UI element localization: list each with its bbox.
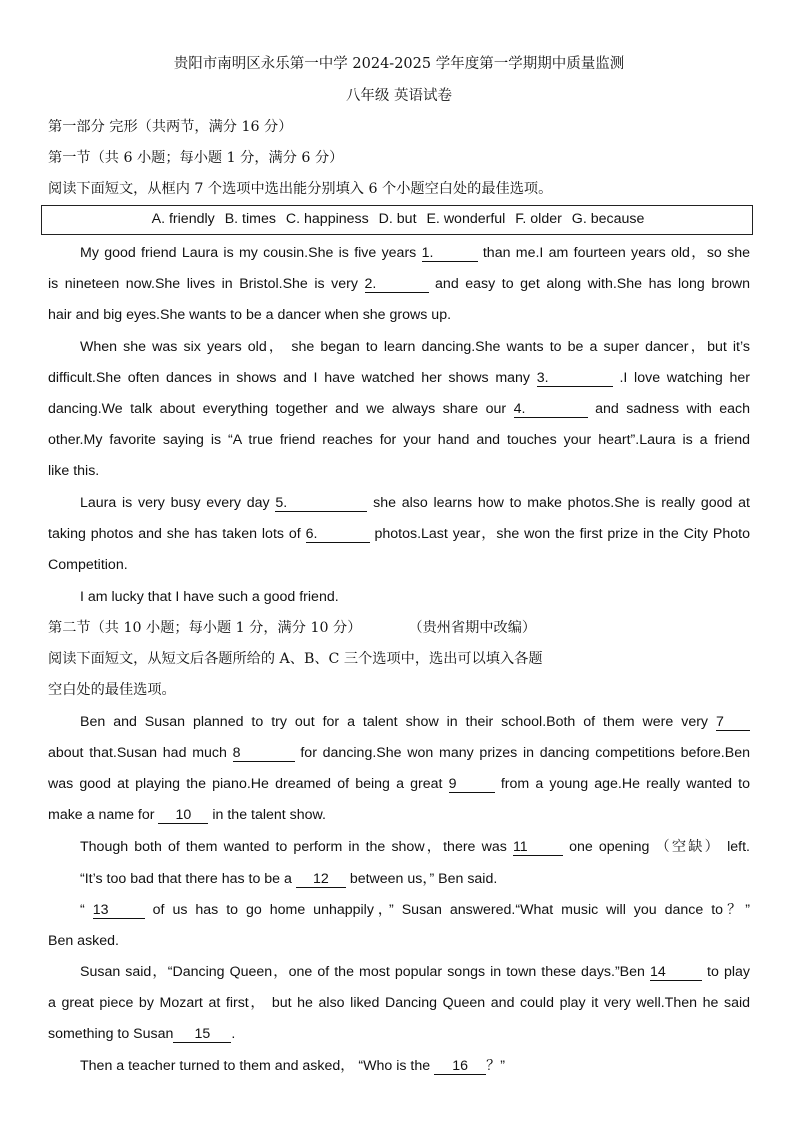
blank-5: 5. [275,495,367,512]
passage2-line [80,1056,750,1076]
passage-text: ？” [486,1058,506,1074]
option-f: F. older [515,211,562,227]
passage1-line [80,493,750,513]
passage-text: and easy to get along with.She has long brown [435,276,751,292]
passage-text: .I love watching her [619,370,750,386]
passage-text: and sadness with each [595,401,750,417]
passage-text: to play [707,964,750,980]
passage-text: in the talent show. [212,807,326,823]
blank-7: 7 [716,714,750,731]
passage-text: of us has to go home unhappily，” Susan answered.“What music will you dance to？” [152,902,751,918]
blank-12: 12 [296,871,346,888]
option-c: C. happiness [285,211,369,227]
passage-text: difficult.She often dances in shows and I have watched her shows many [48,370,531,386]
part1-heading: 第一部分 完形（共两节，满分 16 分） [48,119,293,135]
passage-text: . [231,1026,236,1042]
section2-instruction: 阅读下面短文，从短文后各题所给的 A、B、C 三个选项中，选出可以填入各题 [48,651,543,667]
section1-heading: 第一节（共 6 小题；每小题 1 分，满分 6 分） [48,150,344,166]
passage-text: Laura is very busy every day [80,495,270,511]
section2-heading: 第二节（共 10 小题；每小题 1 分，满分 10 分） [48,620,362,636]
passage2-line [48,1024,750,1044]
passage2-line [80,712,750,732]
passage-text: about that.Susan had much [48,745,227,761]
passage2-line [48,774,750,794]
passage1-line [48,399,750,419]
passage2-line [80,900,750,920]
options-box [41,205,753,235]
blank-11: 11 [513,839,563,856]
passage1-line: hair and big eyes.She wants to be a dancer when she grows up. [48,307,452,323]
passage-text: left. [727,839,750,855]
blank-6: 6. [306,526,370,543]
option-a: A. friendly [151,211,215,227]
passage-text: My good friend Laura is my cousin.She is five years [80,245,417,261]
passage-text: something to Susan [48,1026,174,1042]
passage2-line [48,805,750,825]
blank-4: 4. [514,401,588,418]
blank-16: 16 [434,1058,486,1075]
blank-9: 9 [449,776,495,793]
blank-14: 14 [650,964,702,981]
passage2-line [80,962,750,982]
passage1-line: Competition. [48,557,128,573]
option-e: E. wonderful [426,211,506,227]
blank-10: 10 [158,807,208,824]
passage-text: was good at playing the piano.He dreamed of being a great [48,776,443,792]
passage1-line: I am lucky that I have such a good friend. [80,589,339,605]
passage1-line: like this. [48,463,100,479]
passage-text: Then a teacher turned to them and asked， “Who is the [80,1058,431,1074]
passage1-line: other.My favorite saying is “A true friend reaches for your hand and touches your heart”.Laura is a friend [48,432,750,448]
blank-15: 15 [173,1026,231,1043]
passage2-line [48,743,750,763]
passage-text: one opening [569,839,650,855]
passage-text: she also learns how to make photos.She is really good at [373,495,750,511]
passage-text: （空缺） [655,839,721,855]
passage-text: Susan said，“Dancing Queen，one of the most popular songs in town these days.”Ben [80,964,645,980]
exam-title: 贵阳市南明区永乐第一中学 2024-2025 学年度第一学期期中质量监测 [173,56,625,72]
passage1-line: When she was six years old， she began to learn dancing.She wants to be a super dancer，but it’s [80,339,750,355]
passage-text: than me.I am fourteen years old，so she [482,245,750,261]
passage-text: Ben and Susan planned to try out for a talent show in their school.Both of them were very [80,714,709,730]
section1-instruction: 阅读下面短文，从框内 7 个选项中选出能分别填入 6 个小题空白处的最佳选项。 [48,181,553,197]
option-b: B. times [224,211,276,227]
blank-13: 13 [93,902,145,919]
passage-text: Though both of them wanted to perform in the show，there was [80,839,507,855]
options-list [42,211,754,227]
passage2-line [80,869,750,889]
section2-note: （贵州省期中改编） [408,620,537,636]
blank-8: 8 [233,745,295,762]
blank-1: 1. [422,245,478,262]
passage1-line [80,243,750,263]
passage-text: taking photos and she has taken lots of [48,526,301,542]
option-g: G. because [571,211,645,227]
passage2-line: a great piece by Mozart at first， but he also liked Dancing Queen and could play it very well.Then he said [48,995,750,1011]
passage-text: photos.Last year，she won the first prize in the City Photo [374,526,750,542]
blank-2: 2. [365,276,429,293]
passage1-line [48,524,750,544]
passage-text: between us，” Ben said. [349,871,498,887]
passage1-line [48,368,750,388]
passage1-line [48,274,750,294]
option-d: D. but [378,211,417,227]
passage-text: “It’s too bad that there has to be a [80,871,292,887]
blank-3: 3. [537,370,613,387]
passage-text: make a name for [48,807,155,823]
passage-text: is nineteen now.She lives in Bristol.She is very [48,276,358,292]
exam-subtitle: 八年级 英语试卷 [345,88,453,104]
passage2-line: Ben asked. [48,933,119,949]
section2-instruction: 空白处的最佳选项。 [48,682,176,698]
passage-text: for dancing.She won many prizes in dancing competitions before.Ben [300,745,750,761]
section2-heading-line [48,618,750,638]
passage-text: from a young age.He really wanted to [500,776,750,792]
passage-text: “ [80,902,85,918]
passage2-line [80,837,750,857]
passage-text: dancing.We talk about everything together and we always share our [48,401,507,417]
